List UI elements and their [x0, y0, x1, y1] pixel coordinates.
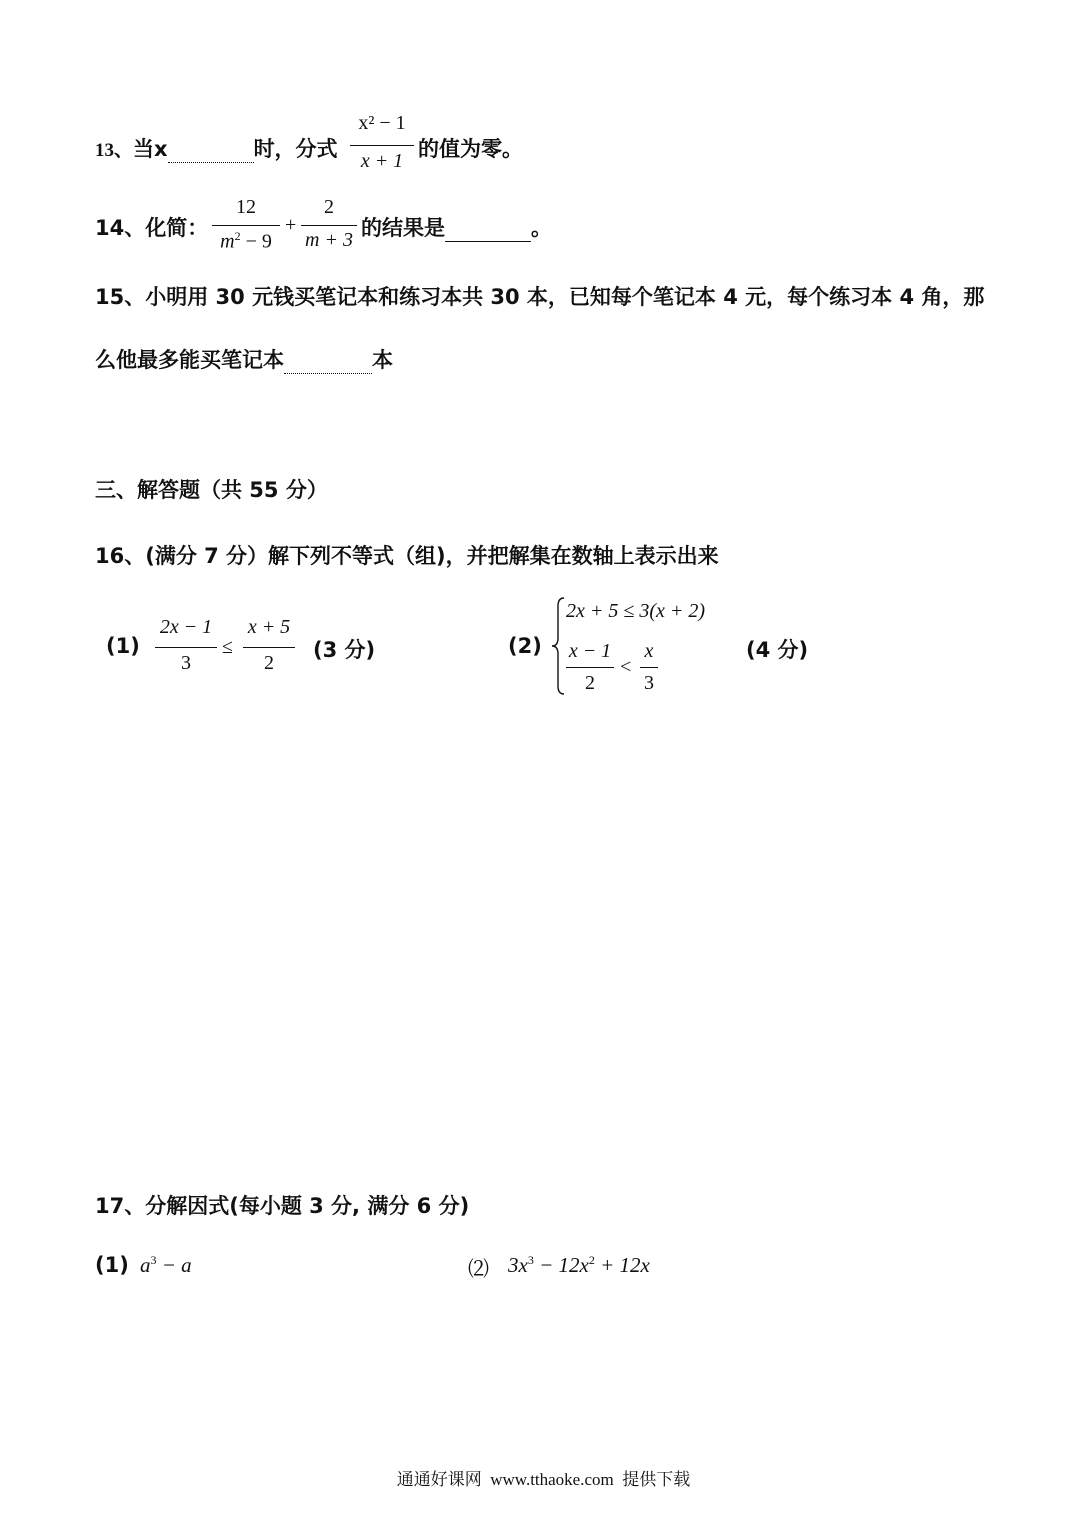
- question-16-title: 16、(满分 7 分）解下列不等式（组)，并把解集在数轴上表示出来: [95, 544, 719, 568]
- fraction-denominator: 3: [644, 672, 654, 694]
- fraction: [155, 616, 217, 680]
- fraction-numerator: x: [644, 640, 654, 662]
- part-label: (1): [106, 634, 140, 658]
- fraction: [301, 196, 357, 258]
- question-13: [95, 133, 338, 163]
- expression: $3x^3 - 12x^2 + 12x$: [508, 1253, 650, 1277]
- fraction: [243, 616, 295, 680]
- fraction-numerator: x + 5: [247, 616, 291, 638]
- question-14-tail: 的结果是 。: [361, 216, 552, 240]
- fraction-denominator: m + 3: [305, 229, 353, 251]
- question-15-line2: 么他最多能买笔记本 本: [95, 348, 393, 372]
- fraction-numerator: x² − 1: [358, 112, 406, 134]
- fraction-numerator: 2: [324, 196, 334, 218]
- answer-blank[interactable]: [284, 351, 372, 374]
- plus-sign: +: [285, 214, 297, 236]
- inequality-line: 2x + 5 ≤ 3(x + 2): [566, 600, 706, 622]
- score-label: (4 分): [746, 638, 809, 662]
- question-text-mid: 时，分式: [253, 137, 338, 161]
- fraction-denominator: $m^2 - 9$: [220, 229, 272, 253]
- question-text-tail: 的值为零。: [418, 137, 523, 161]
- answer-blank[interactable]: [445, 219, 531, 242]
- fraction-numerator: 2x − 1: [159, 616, 213, 638]
- answer-blank[interactable]: [168, 142, 254, 163]
- fraction: [350, 112, 414, 176]
- fraction-denominator: 2: [264, 652, 274, 674]
- fraction-numerator: x − 1: [568, 640, 612, 662]
- question-17-title: 17、分解因式(每小题 3 分, 满分 6 分): [95, 1194, 470, 1218]
- expression: $a^3 - a$: [140, 1253, 192, 1277]
- footer-text: 通通好课网 www.tthaoke.com 提供下载: [396, 1470, 691, 1489]
- fraction-denominator: x + 1: [360, 150, 404, 172]
- left-brace: [550, 596, 566, 696]
- fraction-denominator: 2: [585, 672, 595, 694]
- fraction-denominator: 3: [181, 652, 191, 674]
- fraction: [566, 640, 614, 700]
- question-number: 13、: [95, 140, 134, 161]
- fraction: [212, 196, 280, 258]
- part-label: ⑵: [468, 1257, 489, 1281]
- question-text-lead: 当x: [133, 137, 168, 161]
- part-label: (1): [95, 1253, 129, 1277]
- relation-sign: ≤: [222, 636, 233, 658]
- part-label: (2): [508, 634, 542, 658]
- question-14-lead: 14、化简：: [95, 216, 209, 240]
- section-title: 三、解答题（共 55 分）: [95, 478, 328, 502]
- fraction: [640, 640, 658, 700]
- fraction-numerator: 12: [236, 196, 256, 218]
- score-label: (3 分): [313, 638, 376, 662]
- question-15-line1: 15、小明用 30 元钱买笔记本和练习本共 30 本，已知每个笔记本 4 元，每个练习本 4 角，那: [95, 285, 985, 309]
- relation-sign: <: [620, 656, 632, 678]
